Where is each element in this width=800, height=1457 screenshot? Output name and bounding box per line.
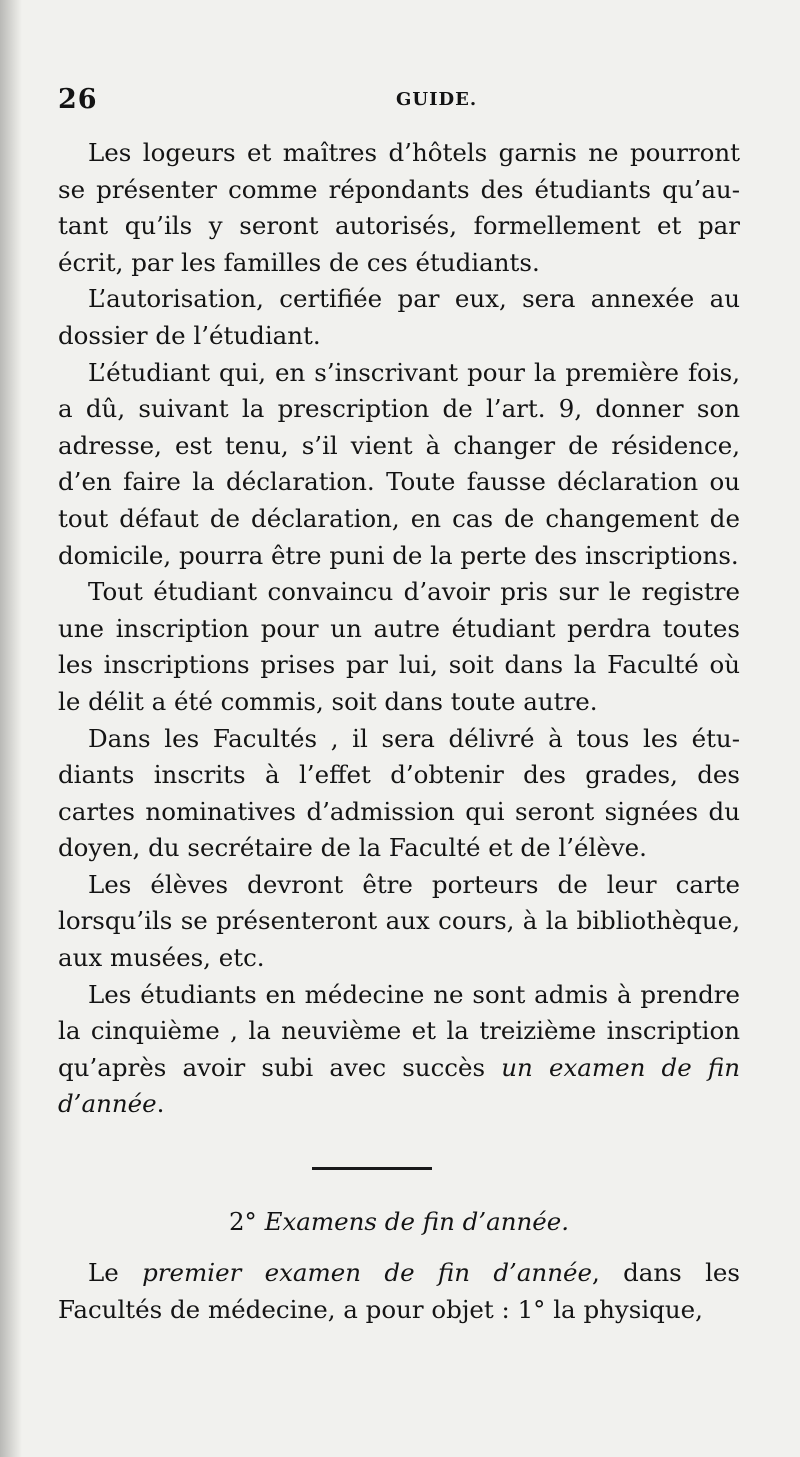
final-italic: premier examen de fin d’année bbox=[142, 1258, 592, 1287]
running-head: GUIDE. bbox=[396, 89, 478, 110]
paragraph-premier-examen bbox=[58, 1255, 740, 1328]
paragraph-porteurs: Les élèves devront être porteurs de leur carte lorsqu’ils se présenteront aux cours, à la bibliothèque, aux musées, etc. bbox=[58, 869, 740, 973]
paragraph-cartes: Dans les Facultés , il sera délivré à tous les étudiants inscrits à l’effet d’obtenir des grades, des cartes nominatives d’admission qui seront signées du doyen, du secrétaire de la Faculté et de l’élève. bbox=[58, 723, 740, 863]
exam-text-before: Les étudiants en médecine ne sont admis à prendre la cinquième , la neuvième et la treizième inscription qu’après avoir subi avec succès bbox=[58, 979, 740, 1082]
paragraph-inscription-fraude: Tout étudiant convaincu d’avoir pris sur le registre une inscription pour un autre étudiant perdra toutes les inscriptions prises par lui, soit dans la Faculté où le délit a été commis, soit dans toute autre. bbox=[58, 577, 740, 716]
section-divider bbox=[312, 1167, 432, 1170]
exam-text-after: . bbox=[156, 1089, 165, 1119]
page-number: 26 bbox=[58, 84, 98, 115]
paragraph-logeurs: Les logeurs et maîtres d’hôtels garnis ne pourront se présenter comme répondants des étudiants qu’autant qu’ils y seront autorisés, formellement et par écrit, par les familles de ces étudiants. bbox=[58, 138, 740, 277]
paragraph-adresse: L’étudiant qui, en s’inscrivant pour la première fois, a dû, suivant la prescription de l’art. 9, donner son adresse, est tenu, s’il vient à changer de résidence, d’en faire la déclaration. Toute fausse déclaration ou tout défaut de déclaration, en cas de changement de domicile, pourra être puni de la perte des inscriptions. bbox=[58, 357, 740, 570]
page-header bbox=[58, 84, 740, 118]
paragraph-examen bbox=[58, 977, 740, 1123]
final-text-after: , dans les Facultés de médecine, a pour objet : 1° la physique, bbox=[58, 1258, 740, 1324]
section-title: Examens de fin d’année. bbox=[264, 1207, 570, 1236]
section-number: 2° bbox=[228, 1207, 257, 1236]
binding-shadow bbox=[0, 0, 22, 1457]
final-text-before: Le bbox=[88, 1258, 143, 1287]
final-text bbox=[58, 1255, 740, 1328]
section-heading bbox=[58, 1204, 740, 1241]
body-text bbox=[58, 135, 740, 1123]
exam-italic: un examen de fin d’année bbox=[58, 1052, 740, 1119]
paragraph-autorisation: L’autorisation, certifiée par eux, sera annexée au dossier de l’étudiant. bbox=[58, 284, 740, 350]
